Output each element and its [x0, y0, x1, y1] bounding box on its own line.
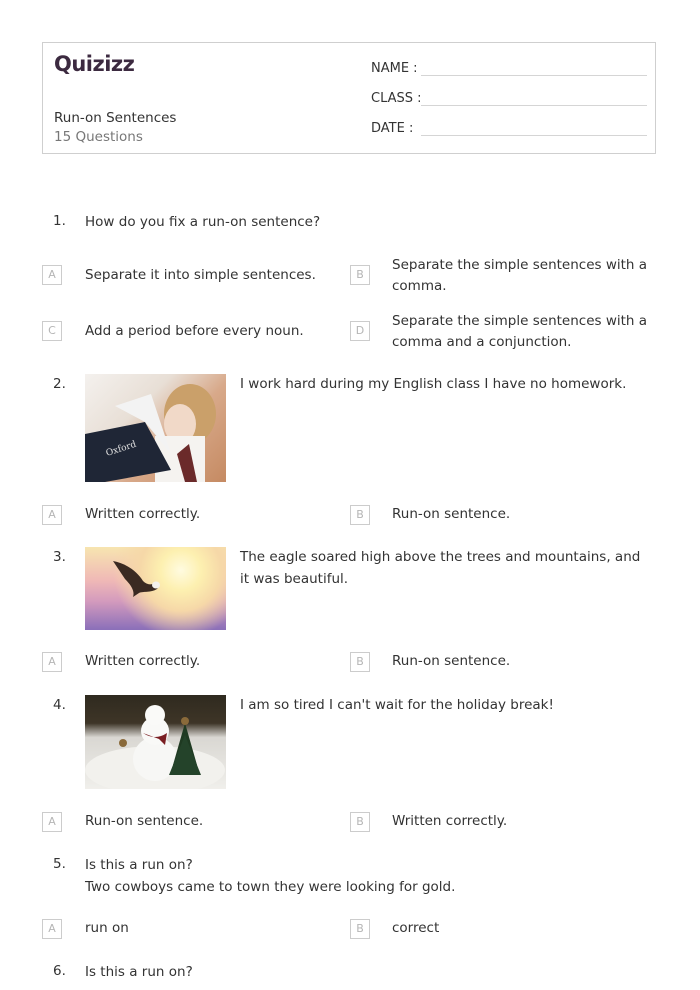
option-text-b: Run-on sentence.	[392, 506, 511, 522]
option-text-c: Add a period before every noun.	[85, 323, 304, 339]
option-text-a: Written correctly.	[85, 653, 201, 669]
eagle-sunset-image	[85, 547, 226, 630]
option-box-b[interactable]: B	[350, 919, 370, 939]
snowman-illustration-icon	[85, 695, 226, 789]
name-field[interactable]	[371, 61, 647, 76]
eagle-illustration-icon	[85, 547, 226, 630]
option-box-a[interactable]: A	[42, 919, 62, 939]
question-text: I work hard during my English class I have no homework.	[240, 376, 627, 392]
quiz-title: Run-on Sentences	[54, 110, 177, 126]
option-text-a: run on	[85, 920, 129, 936]
option-box-b[interactable]: B	[350, 505, 370, 525]
question-number: 3.	[53, 549, 66, 565]
option-text-d: Separate the simple sentences with a comma and a conjunction.	[392, 313, 648, 350]
reading-illustration-icon	[85, 374, 226, 482]
quizizz-logo: Quizizz	[54, 52, 135, 76]
class-label: CLASS :	[371, 91, 422, 106]
question-text: How do you fix a run-on sentence?	[85, 214, 321, 230]
option-text-b: Written correctly.	[392, 813, 508, 829]
option-text-a: Written correctly.	[85, 506, 201, 522]
question-text: Is this a run on?	[85, 857, 193, 873]
svg-text:Oxford: Oxford	[104, 439, 138, 459]
question-text: I am so tired I can't wait for the holiday break!	[240, 697, 554, 713]
option-box-b[interactable]: B	[350, 652, 370, 672]
name-line[interactable]	[421, 61, 647, 76]
option-box-a[interactable]: A	[42, 265, 62, 285]
worksheet-header	[42, 42, 656, 154]
option-box-b[interactable]: B	[350, 265, 370, 285]
option-text-a: Run-on sentence.	[85, 813, 204, 829]
class-line[interactable]	[421, 91, 647, 106]
option-box-d[interactable]: D	[350, 321, 370, 341]
question-number: 4.	[53, 697, 66, 713]
option-box-b[interactable]: B	[350, 812, 370, 832]
snowman-image	[85, 695, 226, 789]
date-field[interactable]	[371, 121, 647, 136]
option-box-c[interactable]: C	[42, 321, 62, 341]
date-label: DATE :	[371, 121, 414, 136]
question-number: 1.	[53, 213, 66, 229]
option-text-b: Separate the simple sentences with a comma.	[392, 257, 648, 294]
option-box-a[interactable]: A	[42, 652, 62, 672]
question-number: 6.	[53, 963, 66, 979]
class-field[interactable]	[371, 91, 647, 106]
question-number: 5.	[53, 856, 66, 872]
option-text-b: correct	[392, 920, 440, 936]
option-text-b: Run-on sentence.	[392, 653, 511, 669]
question-count: 15 Questions	[54, 129, 143, 145]
question-number: 2.	[53, 376, 66, 392]
option-box-a[interactable]: A	[42, 505, 62, 525]
option-box-a[interactable]: A	[42, 812, 62, 832]
option-text-a: Separate it into simple sentences.	[85, 267, 316, 283]
date-line[interactable]	[421, 121, 647, 136]
name-label: NAME :	[371, 61, 418, 76]
question-subtext: Two cowboys came to town they were looking for gold.	[85, 879, 456, 895]
question-text: The eagle soared high above the trees and mountains, and it was beautiful.	[240, 549, 641, 587]
girl-reading-dictionary-image	[85, 374, 226, 482]
question-text: Is this a run on?	[85, 964, 193, 980]
